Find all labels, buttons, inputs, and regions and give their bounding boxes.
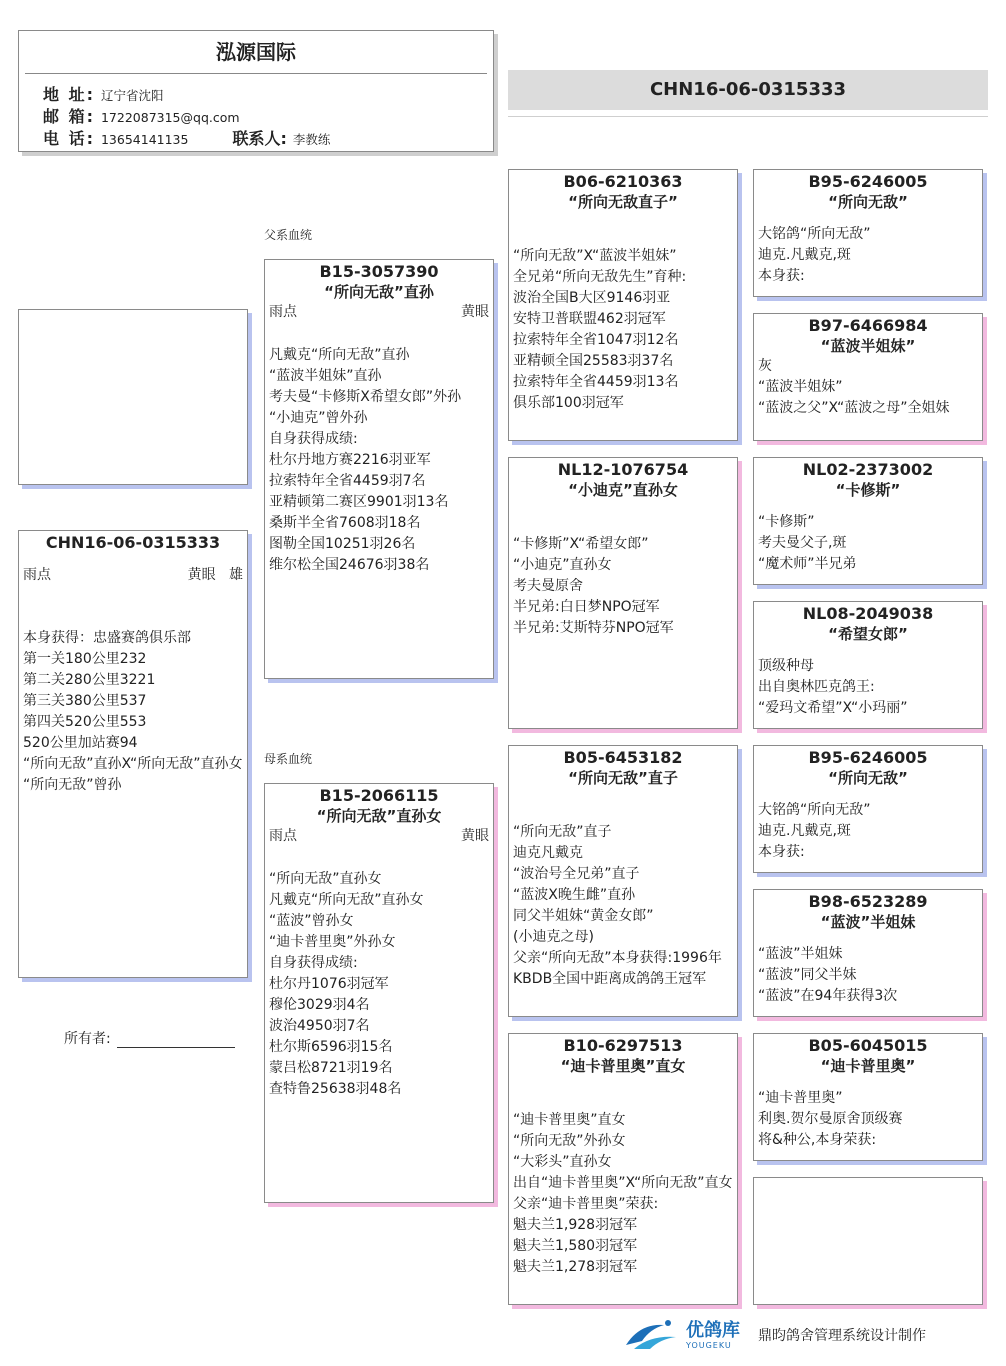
g4-line: 考夫曼父子,斑 xyxy=(758,535,847,551)
sire-color: 雨点 xyxy=(269,304,297,320)
g3-line: “大彩头”直孙女 xyxy=(513,1154,612,1170)
sire-line: 杜尔丹地方赛2216羽亚军 xyxy=(269,452,431,468)
g4-line: “蓝波半姐妹” xyxy=(758,379,843,395)
g3-line: (小迪克之母) xyxy=(513,929,594,945)
g3-line: “蓝波X晚生雌”直孙 xyxy=(513,887,636,903)
g3-line: 拉索特年全省4459羽13名 xyxy=(513,374,679,390)
sire-line: 凡戴克“所向无敌”直孙 xyxy=(269,347,410,363)
g3-line: “所向无敌”直子 xyxy=(513,824,612,840)
pigeon-logo-icon xyxy=(620,1315,682,1355)
address-value: 辽宁省沈阳 xyxy=(100,88,164,103)
grandsire-maternal-card xyxy=(508,745,738,1017)
g3-line: 魁夫兰1,580羽冠军 xyxy=(513,1238,638,1254)
g3-line: 波治全国B大区9146羽亚 xyxy=(513,290,671,306)
g4-line: 迪克.凡戴克,斑 xyxy=(758,247,851,263)
sire-line: 考夫曼“卡修斯X希望女郎”外孙 xyxy=(269,389,462,405)
sire-ring: B15-3057390 xyxy=(319,262,439,281)
g4-line: “魔术师”半兄弟 xyxy=(758,556,857,572)
g3-line: “所向无敌”X“蓝波半姐妹” xyxy=(513,248,677,264)
ancestor-card xyxy=(753,169,983,297)
g4-ring: NL02-2373002 xyxy=(802,460,934,479)
g3-line: “卡修斯”X“希望女郎” xyxy=(513,536,649,552)
sire-eye: 黄眼 xyxy=(461,304,489,320)
subject-line: 第二关280公里3221 xyxy=(23,672,156,688)
g4-line: 大铭鸽“所向无敌” xyxy=(758,226,871,242)
g3-line: “小迪克”直孙女 xyxy=(513,557,612,573)
g3-name: “所向无敌”直子 xyxy=(568,769,678,787)
g3-ring: NL12-1076754 xyxy=(557,460,689,479)
dam-line: 杜尔斯6596羽15名 xyxy=(269,1039,393,1055)
dam-color: 雨点 xyxy=(269,828,297,844)
ancestor-card xyxy=(753,313,983,441)
email-value: 1722087315@qq.com xyxy=(100,110,240,125)
g4-name: “所向无敌” xyxy=(828,769,908,787)
sire-name: “所向无敌”直孙 xyxy=(324,283,434,301)
subject-line: 第一关180公里232 xyxy=(23,651,147,667)
subject-line: 本身获得：忠盛赛鸽俱乐部 xyxy=(23,630,191,646)
g3-line: 俱乐部100羽冠军 xyxy=(513,395,624,411)
contact-value: 李教练 xyxy=(292,132,331,147)
g3-line: 半兄弟:白日梦NPO冠军 xyxy=(513,599,660,615)
g3-ring: B10-6297513 xyxy=(563,1036,683,1055)
g4-line: 将&种公,本身荣获: xyxy=(758,1132,877,1148)
dam-line: 波治4950羽7名 xyxy=(269,1018,370,1034)
g4-ring: NL08-2049038 xyxy=(802,604,934,623)
contact-label: 联系人: xyxy=(232,129,287,148)
granddam-paternal-card xyxy=(508,457,738,729)
g4-ring: B95-6246005 xyxy=(808,748,928,767)
subject-sex: 雄 xyxy=(229,567,243,583)
subject-line: “所向无敌”曾孙 xyxy=(23,777,122,793)
g3-line: 父亲“所向无敌”本身获得:1996年KBDB全国中距离成鸽鸽王冠军 xyxy=(513,950,722,987)
g3-line: “波治号全兄弟”直子 xyxy=(513,866,640,882)
sire-line: “蓝波半姐妹”直孙 xyxy=(269,368,382,384)
dam-name: “所向无敌”直孙女 xyxy=(316,807,442,825)
g4-line: “蓝波”半姐妹 xyxy=(758,946,843,962)
g3-line: 魁夫兰1,928羽冠军 xyxy=(513,1217,638,1233)
loft-name: 泓源国际 xyxy=(216,40,296,64)
dam-ring: B15-2066115 xyxy=(319,786,439,805)
g4-line: 大铭鸽“所向无敌” xyxy=(758,802,871,818)
dam-line: “迪卡普里奥”外孙女 xyxy=(269,934,396,950)
g4-name: “蓝波”半姐妹 xyxy=(820,913,916,931)
g3-line: 父亲“迪卡普里奥”荣获: xyxy=(513,1196,659,1212)
subject-line: “所向无敌”直孙X“所向无敌”直孙女 xyxy=(23,756,243,772)
g4-ring: B05-6045015 xyxy=(808,1036,928,1055)
g4-line: 迪克.凡戴克,斑 xyxy=(758,823,851,839)
g4-name: “卡修斯” xyxy=(835,481,901,499)
ancestor-card xyxy=(753,1033,983,1161)
g4-line: 本身获: xyxy=(758,844,805,860)
subject-line: 第三关380公里537 xyxy=(23,693,147,709)
g3-line: 亚精顿全国25583羽37名 xyxy=(513,353,674,369)
grandsire-paternal-card xyxy=(508,169,738,441)
g4-name: “希望女郎” xyxy=(828,625,908,643)
owner-underline xyxy=(117,1033,235,1048)
g4-ring: B95-6246005 xyxy=(808,172,928,191)
logo-text: 优鸽库 xyxy=(686,1319,740,1341)
ancestor-card xyxy=(753,457,983,585)
sire-line: 桑斯半全省7608羽18名 xyxy=(269,515,421,531)
g3-line: 全兄弟“所向无敌先生”育种: xyxy=(513,269,687,285)
g4-line: 灰 xyxy=(758,358,772,374)
ancestor-card xyxy=(753,745,983,873)
empty-ancestor-card xyxy=(753,1177,983,1305)
subject-color: 雨点 xyxy=(23,567,51,583)
email-label: 邮 箱: xyxy=(43,107,95,126)
granddam-maternal-card xyxy=(508,1033,738,1305)
g3-line: 魁夫兰1,278羽冠军 xyxy=(513,1259,638,1275)
g4-line: 顶级种母 xyxy=(758,658,814,674)
dam-line: “所向无敌”直孙女 xyxy=(269,871,382,887)
divider xyxy=(508,116,988,117)
dam-line: “蓝波”曾孙女 xyxy=(269,913,354,929)
g4-line: “迪卡普里奥” xyxy=(758,1090,843,1106)
subject-line: 第四关520公里553 xyxy=(23,714,147,730)
dam-line: 自身获得成绩: xyxy=(269,955,358,971)
dam-line: 穆伦3029羽4名 xyxy=(269,997,370,1013)
address-label: 地 址: xyxy=(43,85,95,104)
sire-card xyxy=(264,259,494,679)
subject-eye: 黄眼 xyxy=(187,567,216,583)
g3-line: 拉索特年全省1047羽12名 xyxy=(513,332,679,348)
sire-line: 维尔松全国24676羽38名 xyxy=(269,557,430,573)
dam-card xyxy=(264,783,494,1203)
sire-line: 图勒全国10251羽26名 xyxy=(269,536,416,552)
g3-line: “迪卡普里奥”直女 xyxy=(513,1112,626,1128)
logo-subtext: YOUGEKU xyxy=(686,1340,732,1350)
dam-eye: 黄眼 xyxy=(461,828,489,844)
g4-name: “所向无敌” xyxy=(828,193,908,211)
ancestor-card xyxy=(753,889,983,1017)
g3-name: “迪卡普里奥”直女 xyxy=(560,1057,686,1075)
main-ring-number: CHN16-06-0315333 xyxy=(508,70,988,110)
sire-line: 拉索特年全省4459羽7名 xyxy=(269,473,426,489)
g4-name: “迪卡普里奥” xyxy=(820,1057,916,1075)
g4-line: “蓝波”在94年获得3次 xyxy=(758,988,898,1004)
g4-line: “蓝波之父”X“蓝波之母”全姐妹 xyxy=(758,400,950,416)
credit-text: 鼎昀鸽舍管理系统设计制作 xyxy=(758,1328,926,1344)
g3-ring: B06-6210363 xyxy=(563,172,683,191)
g3-line: “所向无敌”外孙女 xyxy=(513,1133,626,1149)
g3-line: 迪克凡戴克 xyxy=(513,845,583,861)
owner-label: 所有者: xyxy=(64,1031,111,1047)
g4-line: 利奥.贺尔曼原舍顶级赛 xyxy=(758,1111,903,1127)
owner-field xyxy=(64,1028,235,1048)
dam-line: 查特鲁25638羽48名 xyxy=(269,1081,402,1097)
g4-line: 本身获: xyxy=(758,268,805,284)
sire-line: 自身获得成绩: xyxy=(269,431,358,447)
g3-ring: B05-6453182 xyxy=(563,748,683,767)
g3-name: “所向无敌直子” xyxy=(568,193,678,211)
g3-name: “小迪克”直孙女 xyxy=(568,481,678,499)
g4-ring: B97-6466984 xyxy=(808,316,928,335)
loft-info-card xyxy=(18,30,494,152)
g4-line: 出自奥林匹克鸽王: xyxy=(758,679,875,695)
g3-line: 半兄弟:艾斯特芬NPO冠军 xyxy=(513,620,674,636)
g4-name: “蓝波半姐妹” xyxy=(820,337,916,355)
g4-line: “卡修斯” xyxy=(758,514,815,530)
sire-line: 亚精顿第二赛区9901羽13名 xyxy=(269,494,449,510)
pigeon-photo-frame xyxy=(18,309,248,485)
g3-line: 出自“迪卡普里奥”X“所向无敌”直女 xyxy=(513,1175,733,1191)
g4-ring: B98-6523289 xyxy=(808,892,928,911)
phone-value: 13654141135 xyxy=(100,132,189,147)
g3-line: 同父半姐妹“黄金女郎” xyxy=(513,908,654,924)
sire-line: “小迪克”曾外孙 xyxy=(269,410,368,426)
g3-line: 考夫曼原舍 xyxy=(513,578,583,594)
footer xyxy=(620,1312,1000,1358)
subject-pigeon-card xyxy=(18,530,248,978)
ancestor-card xyxy=(753,601,983,729)
dam-line: 蒙吕松8721羽19名 xyxy=(269,1060,393,1076)
phone-label: 电 话: xyxy=(43,129,95,148)
dam-line: 凡戴克“所向无敌”直孙女 xyxy=(269,892,424,908)
mother-line-label: 母系血统 xyxy=(264,752,313,766)
g3-line: 安特卫普联盟462羽冠军 xyxy=(513,311,666,327)
subject-ring: CHN16-06-0315333 xyxy=(45,533,221,552)
dam-line: 杜尔丹1076羽冠军 xyxy=(269,976,389,992)
father-line-label: 父系血统 xyxy=(264,228,313,242)
g4-line: “爱玛文希望”X“小玛丽” xyxy=(758,700,908,716)
subject-line: 520公里加站赛94 xyxy=(23,735,138,751)
g4-line: “蓝波”同父半妹 xyxy=(758,967,857,983)
